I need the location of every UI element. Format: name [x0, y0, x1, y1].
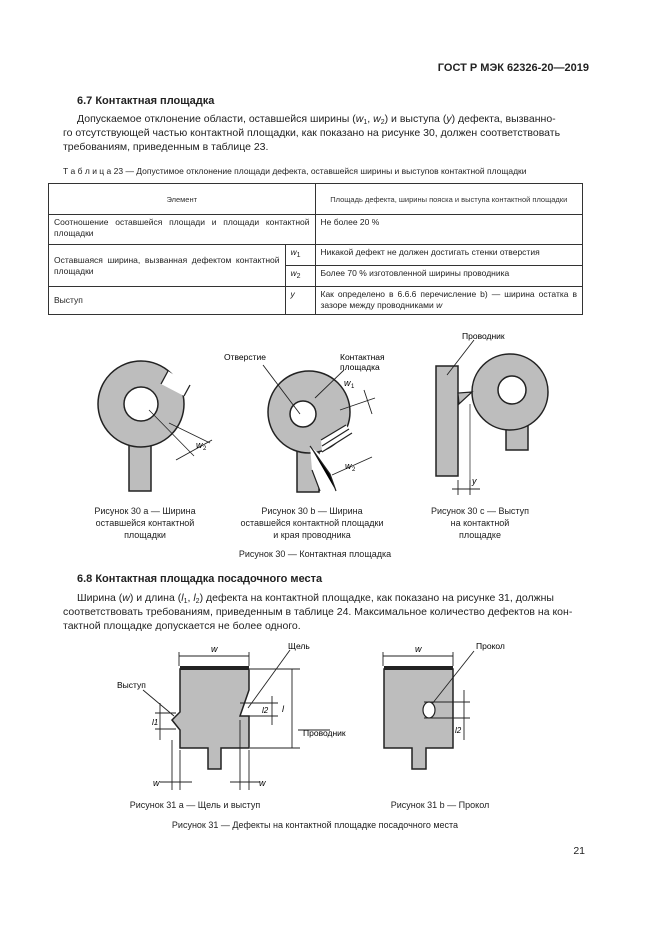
table-cell-r4-element: Выступ	[49, 287, 286, 315]
fig31b-w-label: w	[415, 644, 422, 654]
figure-31-caption: Рисунок 31 — Дефекты на контактной площадке посадочного места	[171, 820, 459, 830]
fig31a-w-label: w	[211, 644, 218, 654]
table-header-element: Элемент	[49, 184, 316, 215]
fig31a-w-left-label: w	[153, 778, 160, 788]
page-number: 21	[573, 845, 585, 857]
fig31a-l2-label: l2	[262, 706, 269, 715]
section-6-8-title: 6.8 Контактная площадка посадочного места	[77, 573, 323, 585]
table-cell-r2-symbol: $w_1$	[285, 245, 315, 266]
figure-30b-caption: Рисунок 30 b — Ширина оставшейся контактной площадки и края проводника	[240, 506, 384, 540]
fig30a-sub: 2	[203, 446, 207, 452]
table-cell-r1-element: Соотношение оставшейся площади и площади контактной площадки	[49, 215, 316, 245]
fig30a-w-label: w	[196, 440, 203, 450]
fig30c-conductor-label: Проводник	[462, 331, 505, 341]
fig31a-conductor-label: Проводник	[303, 728, 346, 738]
svg-text:2: 2	[352, 467, 356, 473]
fig30b-land-label-2: площадка	[340, 362, 380, 372]
table-cell-r4-value: Как определено в 6.6.6 перечисление b) — ширина остатка в зазоре между проводниками w	[315, 287, 583, 315]
figure-30-drawing	[0, 320, 661, 500]
fig31b-l2-label: l2	[455, 726, 462, 735]
fig30c-y-label: y	[472, 476, 477, 486]
table-cell-r1-value: Не более 20 %	[315, 215, 583, 245]
figure-30c-land	[436, 331, 548, 495]
fig31a-l-label: l	[282, 704, 284, 714]
svg-text:1: 1	[351, 384, 355, 390]
table-cell-r2-value: Никакой дефект не должен достигать стенки отверстия	[315, 245, 583, 266]
section-6-7-line-3: требованиям, приведенным в таблице 23.	[63, 141, 269, 153]
figure-30c-caption: Рисунок 30 с — Выступ на контактной площадке	[430, 506, 530, 540]
figure-31b-caption: Рисунок 31 b — Прокол	[390, 800, 490, 810]
fig31a-w-right-label: w	[259, 778, 266, 788]
fig30b-hole-label: Отверстие	[224, 352, 266, 362]
section-6-7-title: 6.7 Контактная площадка	[77, 95, 215, 107]
table-header-values: Площадь дефекта, ширины пояска и выступа контактной площадки	[315, 184, 583, 215]
fig31b-puncture-label: Прокол	[476, 641, 505, 651]
table-23-caption: Т а б л и ц а 23 — Допустимое отклонение площади дефекта, оставшейся ширины и выступов контактной площадки	[63, 166, 527, 176]
section-6-8-line-2: соответствовать требованиям, приведенным в таблице 24. Максимальное количество дефектов на кон-	[63, 606, 573, 618]
table-cell-r4-symbol: y	[285, 287, 315, 315]
table-cell-r3-value: Более 70 % изготовленной ширины проводника	[315, 266, 583, 287]
fig30b-land-label-1: Контактная	[340, 352, 385, 362]
figure-30b-land	[224, 352, 385, 492]
figure-31a-caption: Рисунок 31 а — Щель и выступ	[129, 800, 261, 810]
document-header: ГОСТ Р МЭК 62326-20—2019	[437, 62, 589, 74]
section-6-7-line-2: го отсутствующей частью контактной площадки, как показано на рисунке 30, должен соответствовать	[63, 127, 561, 139]
fig31a-bump-label: Выступ	[117, 680, 146, 690]
fig30b-w1-label: w	[344, 378, 351, 388]
section-6-8-line-1: Ширина (w) и длина ($l_1$, $l_2$) дефекта на контактной площадке, как показано на рисунке 31, должны	[77, 592, 554, 605]
section-6-7-line-1: Допускаемое отклонение области, оставшейся ширины ($w_1$, $w_2$) и выступа (y) дефекта, вызванно-	[77, 113, 556, 126]
table-cell-r2-element: Оставшаяся ширина, вызванная дефектом контактной площадки	[49, 245, 286, 287]
figure-31b-land	[383, 641, 505, 769]
figure-30a-caption: Рисунок 30 а — Ширина оставшейся контактной площадки	[94, 506, 196, 540]
figure-31a-land	[117, 641, 346, 790]
figure-31-drawing	[0, 635, 661, 795]
fig31a-l1-label: l1	[152, 718, 159, 727]
fig31a-gap-label: Щель	[288, 641, 310, 651]
figure-30-caption: Рисунок 30 — Контактная площадка	[238, 549, 392, 559]
table-23	[48, 183, 583, 315]
section-6-8-line-3: тактной площадке допускается не более одного.	[63, 620, 301, 632]
figure-30a-land	[98, 361, 212, 491]
table-cell-r3-symbol: $w_2$	[285, 266, 315, 287]
fig30b-w2-label: w	[345, 461, 352, 471]
